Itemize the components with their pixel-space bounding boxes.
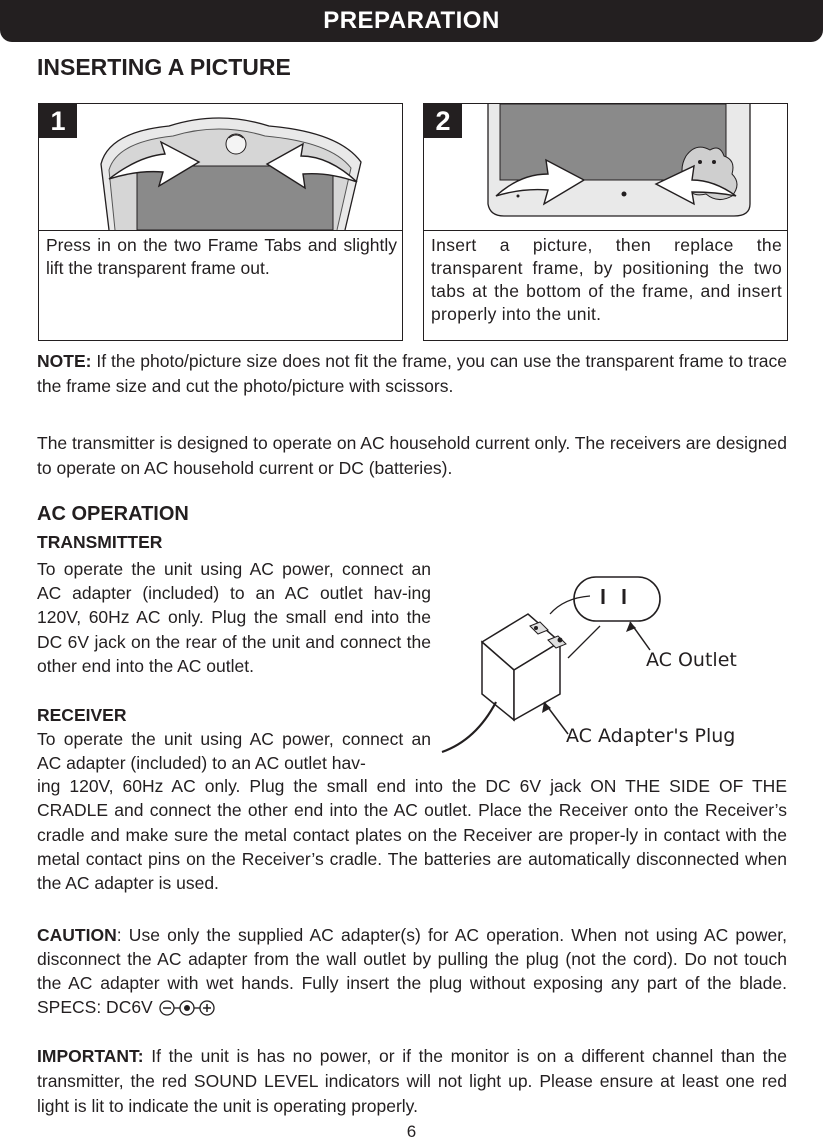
- step-1-box: [38, 103, 403, 341]
- header-bar: [0, 0, 823, 42]
- page-number: 6: [406, 1122, 417, 1141]
- frame-insert-illustration: [424, 104, 787, 231]
- receiver-text-column: To operate the unit using AC power, connect an AC adapter (included) to an AC outlet hav-: [37, 729, 431, 774]
- step-2-text: Insert a picture, then replace the transparent frame, by positioning the two tabs at the bottom of the frame, and insert properly into the unit.: [431, 235, 782, 324]
- transmitter-title: TRANSMITTER: [37, 532, 163, 552]
- note-paragraph: [37, 349, 787, 399]
- ac-outlet-label: AC Outlet: [646, 649, 737, 671]
- caution-paragraph: [37, 923, 787, 1019]
- caution-text: : Use only the supplied AC adapter(s) for AC operation. When not using AC power, disconnect the AC adapter from the wall outlet by pulling the plug (not the cord). Do not touch the AC adapter with wet hands. Fully insert the plug without exposing any part of the blade. SPECS: DC6V: [37, 925, 787, 1017]
- ac-adapter-diagram: [440, 570, 770, 760]
- note-label: NOTE:: [37, 351, 92, 371]
- ac-adapter-plug-label: AC Adapter's Plug: [566, 725, 736, 747]
- important-text: If the unit is has no power, or if the monitor is on a different channel than the transmitter, the red SOUND LEVEL indicators will not light up. Please ensure at least one red light is lit to indicate the unit is operating properly.: [37, 1046, 787, 1116]
- ac-operation-title: AC OPERATION: [37, 503, 189, 525]
- page-title: PREPARATION: [323, 7, 500, 34]
- receiver-text-full: ing 120V, 60Hz AC only. Plug the small end into the DC 6V jack ON THE SIDE OF THE CRADLE and connect the other end into the AC outlet. Place the Receiver onto the Receiver’s cradle and make sure the metal contact plates on the Receiver are proper-ly in contact with the metal contact pins on the Receiver’s cradle. The batteries are automatically disconnected when the AC adapter is used.: [37, 776, 787, 894]
- important-paragraph: [37, 1044, 787, 1119]
- step-2-box: [423, 103, 788, 341]
- step-number: 2: [424, 104, 462, 138]
- caution-label: CAUTION: [37, 925, 117, 945]
- polarity-symbol-icon: [159, 999, 215, 1017]
- transmitter-text: To operate the unit using AC power, connect an AC adapter (included) to an AC outlet hav-ing 120V, 60Hz AC only. Plug the small end into the DC 6V jack on the rear of the unit and connect the other end into the AC outlet.: [37, 559, 431, 676]
- step-number: 1: [39, 104, 77, 138]
- important-label: IMPORTANT:: [37, 1046, 144, 1066]
- ac-outlet-shape: [574, 577, 660, 621]
- frame-lift-illustration: [39, 104, 402, 231]
- step-1-text: Press in on the two Frame Tabs and slightly lift the transparent frame out.: [46, 235, 397, 278]
- note-text: If the photo/picture size does not fit the frame, you can use the transparent frame to trace the frame size and cut the photo/picture with scissors.: [37, 351, 787, 396]
- section-title: INSERTING A PICTURE: [37, 54, 291, 80]
- receiver-title: RECEIVER: [37, 705, 127, 725]
- intro-paragraph: The transmitter is designed to operate on AC household current only. The receivers are designed to operate on AC household current or DC (batteries).: [37, 433, 787, 478]
